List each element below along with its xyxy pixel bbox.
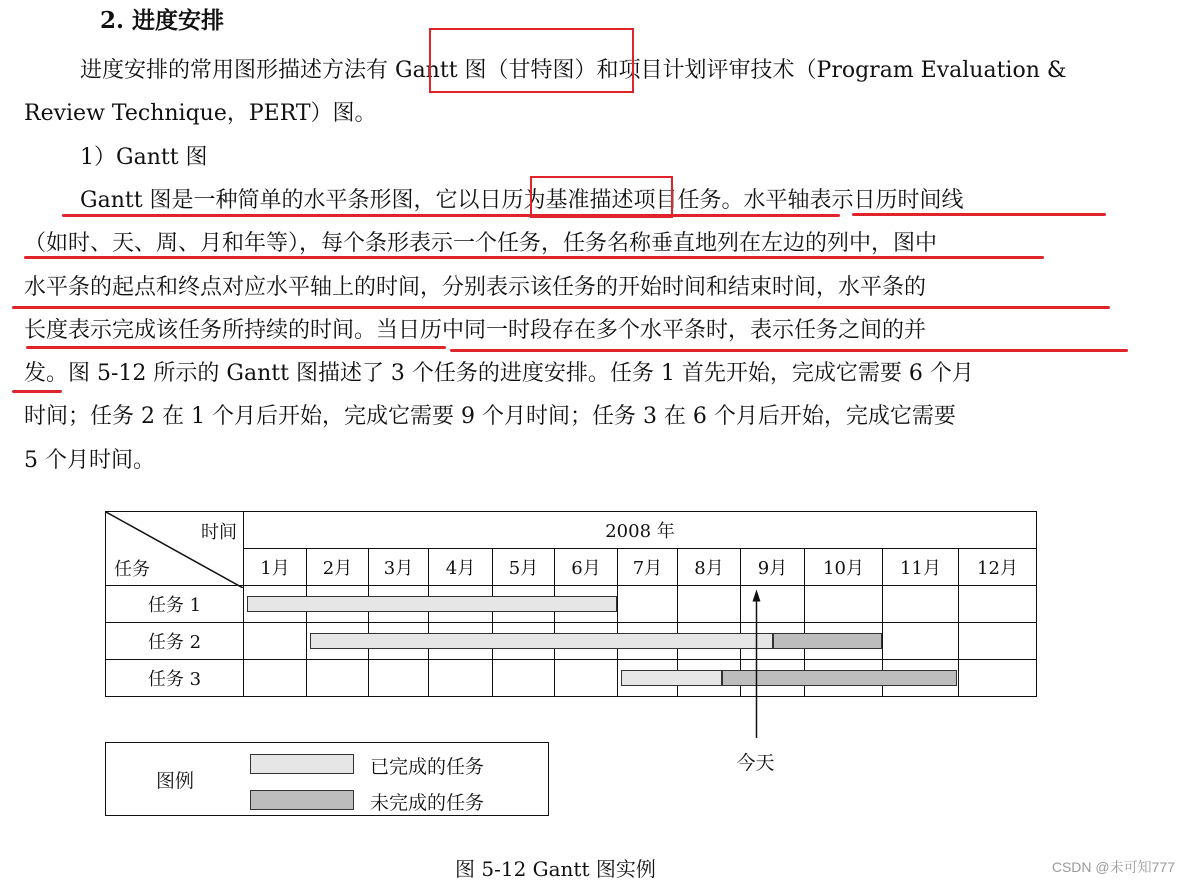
figure-caption: 图 5-12 Gantt 图实例 [455, 857, 656, 881]
legend-done-label: 已完成的任务 [370, 756, 485, 778]
paragraph2-line: 时间；任务 2 在 1 个月后开始，完成它需要 9 个月时间；任务 3 在 6 个月后开始，完成它需要 [24, 404, 956, 429]
month-header: 4月 [429, 549, 493, 586]
month-header: 8月 [678, 549, 741, 586]
paragraph2-line: 发。图 5-12 所示的 Gantt 图描述了 3 个任务的进度安排。任务 1 首先开始，完成它需要 6 个月 [24, 361, 974, 386]
task-name: 任务 1 [106, 586, 244, 623]
today-label: 今天 [736, 752, 775, 774]
month-header: 5月 [493, 549, 555, 586]
legend [105, 742, 549, 816]
month-header: 1月 [244, 549, 307, 586]
task-name: 任务 3 [106, 660, 244, 697]
paragraph1-line2: Review Technique，PERT）图。 [24, 101, 377, 126]
paragraph2-line: 水平条的起点和终点对应水平轴上的时间，分别表示该任务的开始时间和结束时间，水平条的 [24, 275, 927, 300]
month-header: 9月 [741, 549, 805, 586]
paragraph2-line: 5 个月时间。 [24, 448, 155, 473]
month-header: 12月 [959, 549, 1037, 586]
paragraph2-line: （如时、天、周、月和年等），每个条形表示一个任务，任务名称垂直地列在左边的列中，图中 [24, 231, 938, 256]
month-header: 11月 [883, 549, 959, 586]
year-header: 2008 年 [244, 512, 1037, 549]
legend-title: 图例 [156, 770, 195, 792]
month-header: 7月 [618, 549, 678, 586]
paragraph1-line1: 进度安排的常用图形描述方法有 Gantt 图（甘特图）和项目计划评审技术（Program Evaluation & [80, 58, 1067, 83]
task-name: 任务 2 [106, 623, 244, 660]
paragraph2-line: 长度表示完成该任务所持续的时间。当日历中同一时段存在多个水平条时，表示任务之间的并 [24, 318, 927, 343]
month-header: 2月 [307, 549, 369, 586]
subheading: 1）Gantt 图 [80, 145, 208, 170]
corner-time-label: 时间 [201, 522, 237, 543]
month-header: 10月 [805, 549, 883, 586]
legend-done-swatch [250, 754, 354, 774]
watermark: CSDN @未可知777 [1051, 859, 1175, 875]
today-arrowhead [753, 590, 761, 602]
paragraph2-line: Gantt 图是一种简单的水平条形图，它以日历为基准描述项目任务。水平轴表示日历时间线 [80, 188, 964, 213]
legend-todo-label: 未完成的任务 [370, 792, 485, 814]
corner-task-label: 任务 [114, 559, 150, 580]
section-heading: 2. 进度安排 [100, 7, 225, 34]
month-header: 6月 [555, 549, 618, 586]
legend-todo-swatch [250, 790, 354, 810]
month-header: 3月 [369, 549, 429, 586]
